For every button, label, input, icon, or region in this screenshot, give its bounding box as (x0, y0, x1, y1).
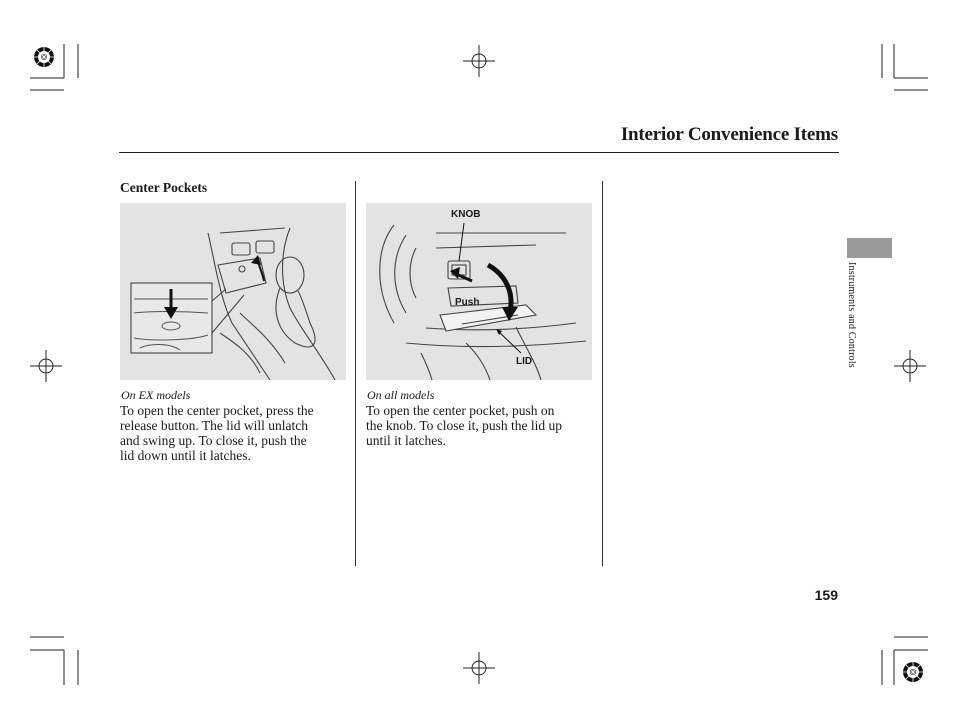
column-divider-right (602, 181, 603, 566)
body-line: release button. The lid will unlatch (120, 418, 308, 433)
body-line: until it latches. (366, 433, 446, 448)
section-tab-marker (847, 238, 892, 258)
body-line: and swing up. To close it, push the (120, 433, 307, 448)
body-line: To open the center pocket, press the (120, 403, 314, 418)
center-pocket-all-models-icon (366, 203, 592, 380)
section-heading: Center Pockets (120, 180, 208, 195)
figure-center-pocket-all (366, 203, 592, 380)
body-text-ex (120, 403, 314, 463)
page-title: Interior Convenience Items (620, 124, 838, 145)
body-text-all (366, 403, 562, 448)
figure-caption-ex: On EX models (121, 388, 191, 402)
column-divider-left (355, 181, 356, 566)
body-line: lid down until it latches. (120, 448, 251, 463)
figure-label-lid: LID (516, 356, 533, 367)
figure-caption-all: On all models (367, 388, 435, 402)
figure-label-knob: KNOB (451, 209, 481, 220)
page-number: 159 (814, 587, 838, 603)
body-line: To open the center pocket, push on (366, 403, 555, 418)
center-pocket-ex-icon (120, 203, 346, 380)
title-underline (119, 152, 839, 153)
figure-label-push: Push (455, 297, 480, 308)
body-line: the knob. To close it, push the lid up (366, 418, 563, 433)
section-tab-label: Instruments and Controls (846, 262, 857, 368)
figure-center-pocket-ex (120, 203, 346, 380)
